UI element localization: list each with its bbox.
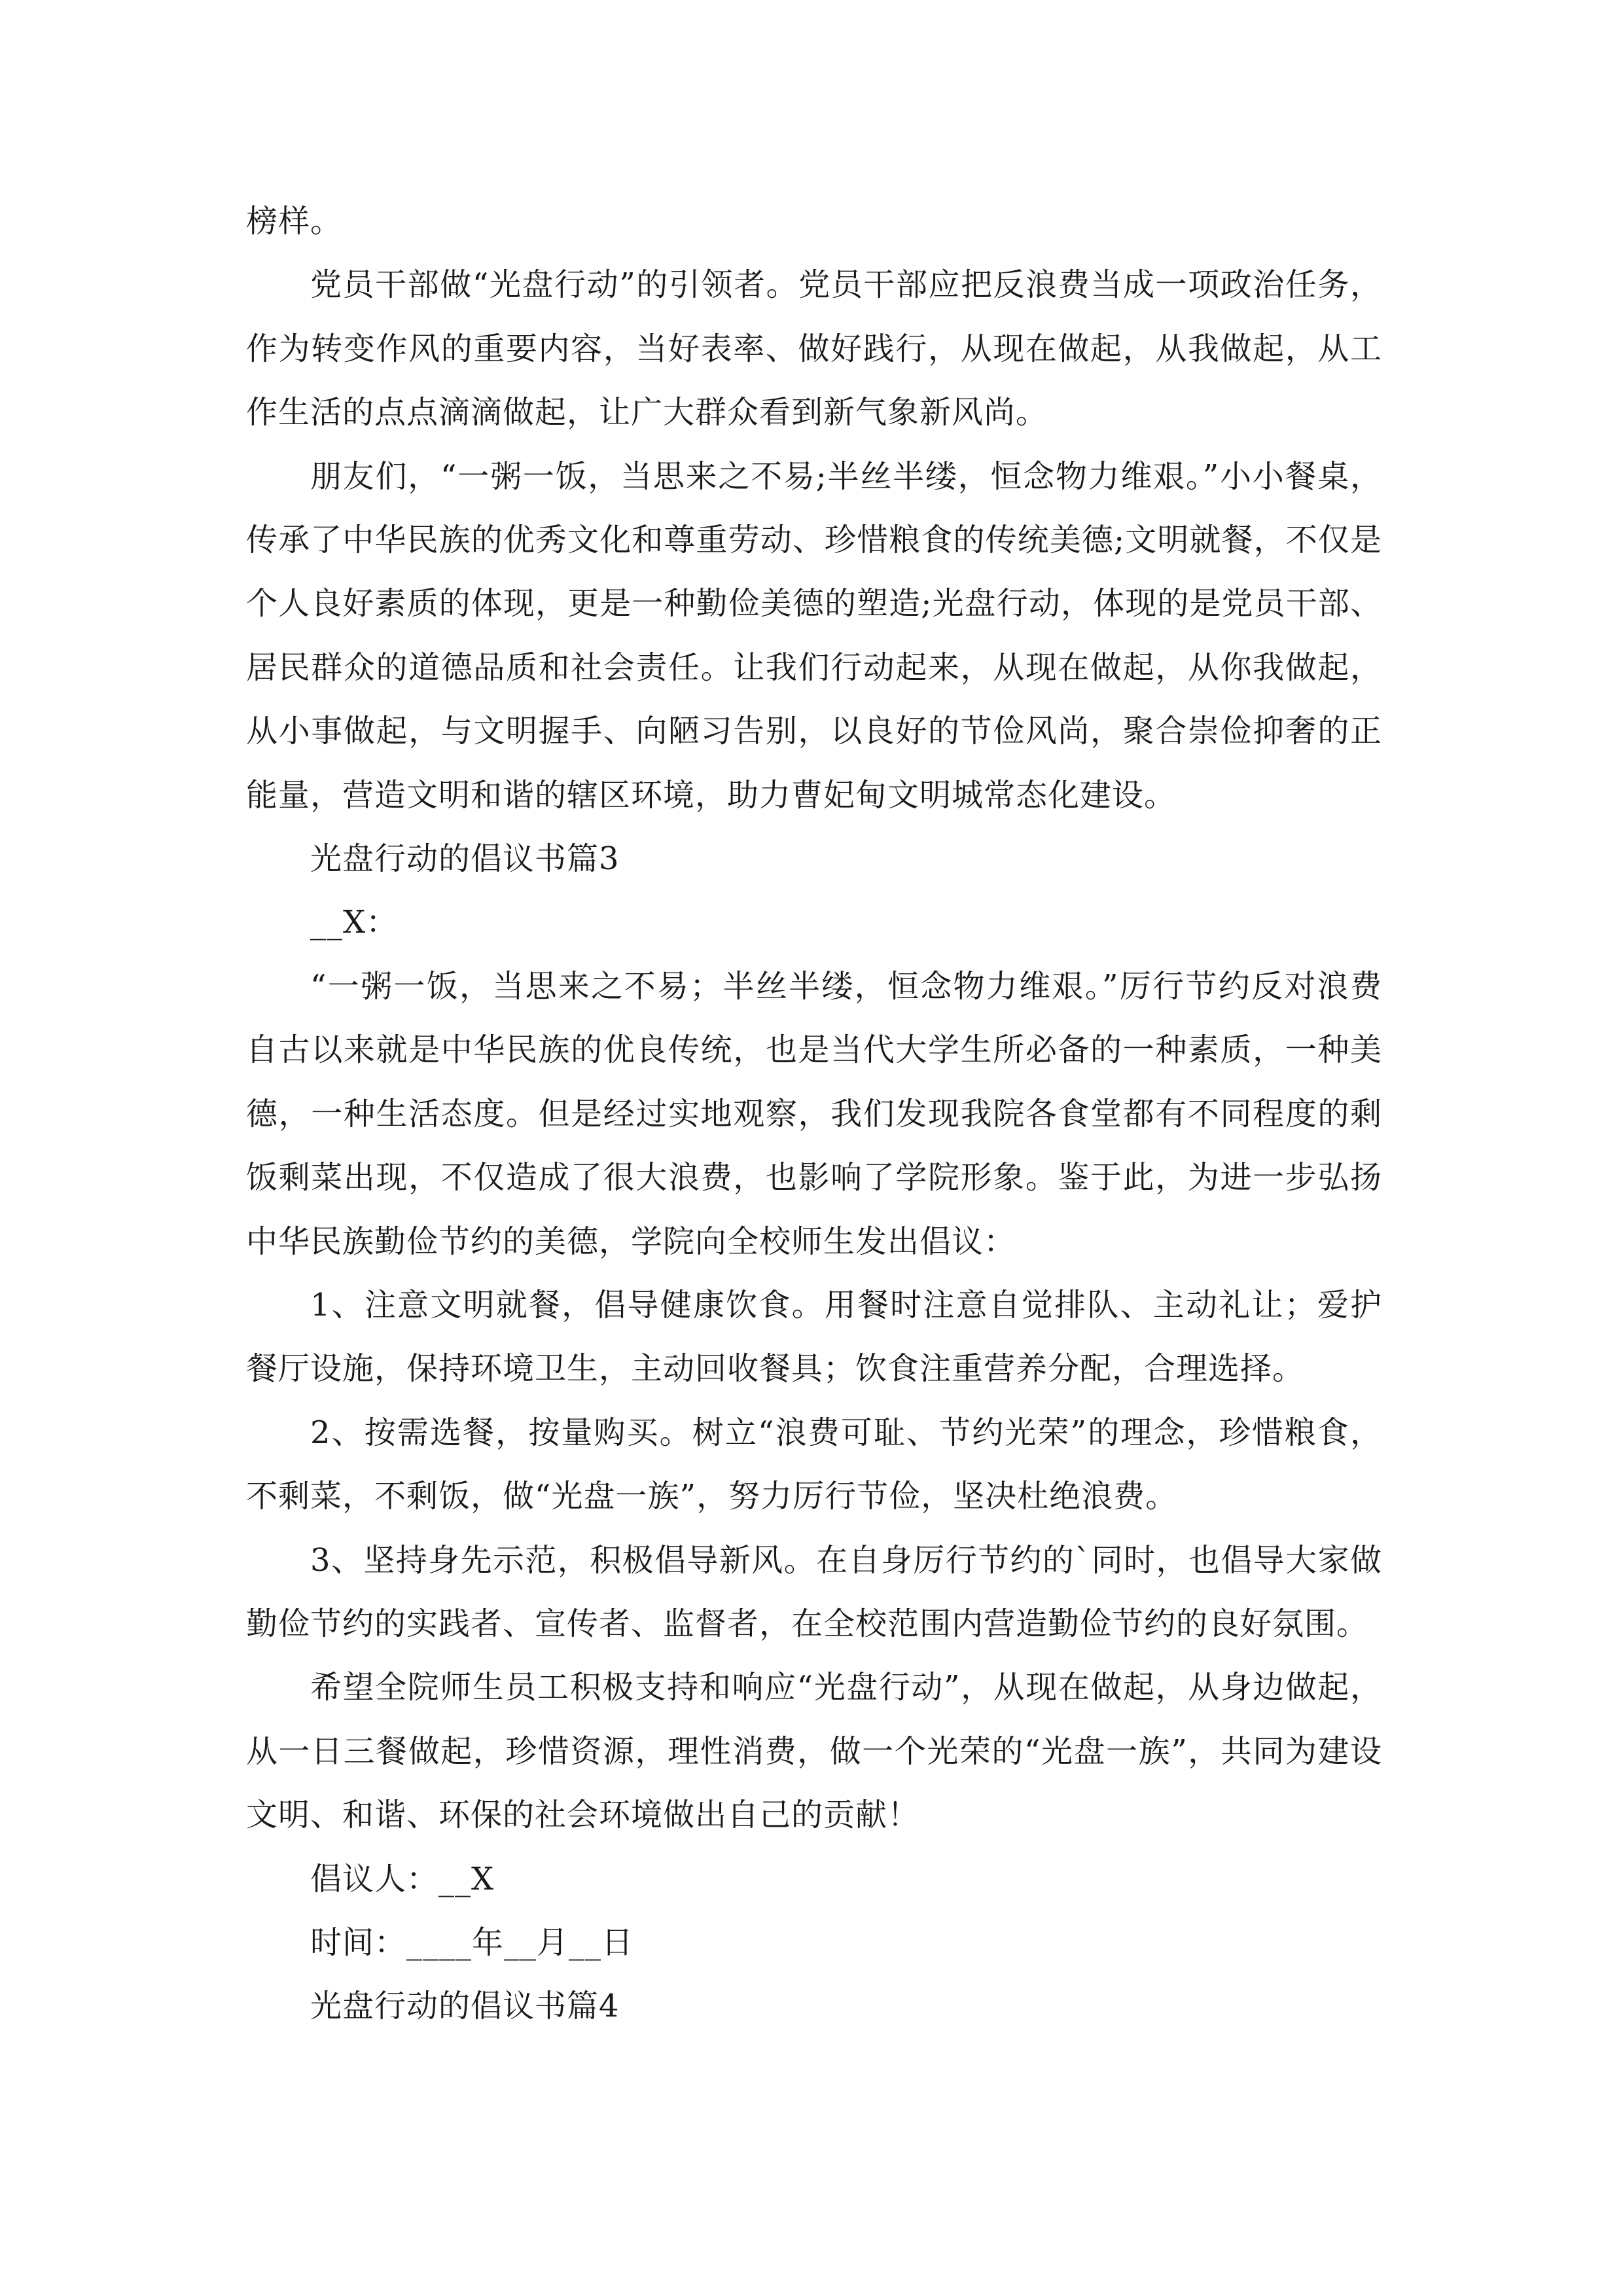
paragraph-intro-quote: “一粥一饭，当思来之不易；半丝半缕，恒念物力维艰。”厉行节约反对浪费自古以来就是中华民族的优良传统，也是当代大学生所必备的一种素质，一种美德，一种生活态度。但是经过实地观察，我们发现我院各食堂都有不同程度的剩饭剩菜出现，不仅造成了很大浪费，也影响了学院形象。鉴于此，为进一步弘扬中华民族勤俭节约的美德，学院向全校师生发出倡议： (246, 967, 1382, 1260)
document-body (246, 190, 1382, 2039)
paragraph-closing-hope: 希望全院师生员工积极支持和响应“光盘行动”，从现在做起，从身边做起，从一日三餐做起，珍惜资源，理性消费，做一个光荣的“光盘一族”，共同为建设文明、和谐、环保的社会环境做出自己的贡献！ (246, 1669, 1382, 1834)
paragraph-friends: 朋友们，“一粥一饭，当思来之不易;半丝半缕，恒念物力维艰。”小小餐桌，传承了中华民族的优秀文化和尊重劳动、珍惜粮食的传统美德;文明就餐，不仅是个人良好素质的体现，更是一种勤俭美德的塑造;光盘行动，体现的是党员干部、居民群众的道德品质和社会责任。让我们行动起来，从现在做起，从你我做起，从小事做起，与文明握手、向陋习告别，以良好的节俭风尚，聚合崇俭抑奢的正能量，营造文明和谐的辖区环境，助力曹妃甸文明城常态化建设。 (246, 457, 1382, 814)
section-heading-3: 光盘行动的倡议书篇3 (310, 840, 620, 878)
initiator-line: 倡议人：__X (310, 1860, 495, 1897)
section-heading-4: 光盘行动的倡议书篇4 (310, 1988, 620, 2025)
proposal-item-2: 2、按需选餐，按量购买。树立“浪费可耻、节约光荣”的理念，珍惜粮食，不剩菜，不剩饭，做“光盘一族”，努力厉行节俭，坚决杜绝浪费。 (246, 1414, 1382, 1515)
proposal-item-1: 1、注意文明就餐，倡导健康饮食。用餐时注意自觉排队、主动礼让；爱护餐厅设施，保持环境卫生，主动回收餐具；饮食注重营养分配，合理选择。 (246, 1286, 1382, 1388)
date-line: 时间：____年__月__日 (310, 1924, 634, 1961)
paragraph-party-cadres: 党员干部做“光盘行动”的引领者。党员干部应把反浪费当成一项政治任务，作为转变作风的重要内容，当好表率、做好践行，从现在做起，从我做起，从工作生活的点点滴滴做起，让广大群众看到新气象新风尚。 (246, 266, 1382, 431)
proposal-item-3: 3、坚持身先示范，积极倡导新风。在自身厉行节约的`同时，也倡导大家做勤俭节约的实践者、宣传者、监督者，在全校范围内营造勤俭节约的良好氛围。 (246, 1541, 1382, 1642)
paragraph-continuation: 榜样。 (246, 203, 343, 240)
salutation: __X： (310, 904, 399, 941)
